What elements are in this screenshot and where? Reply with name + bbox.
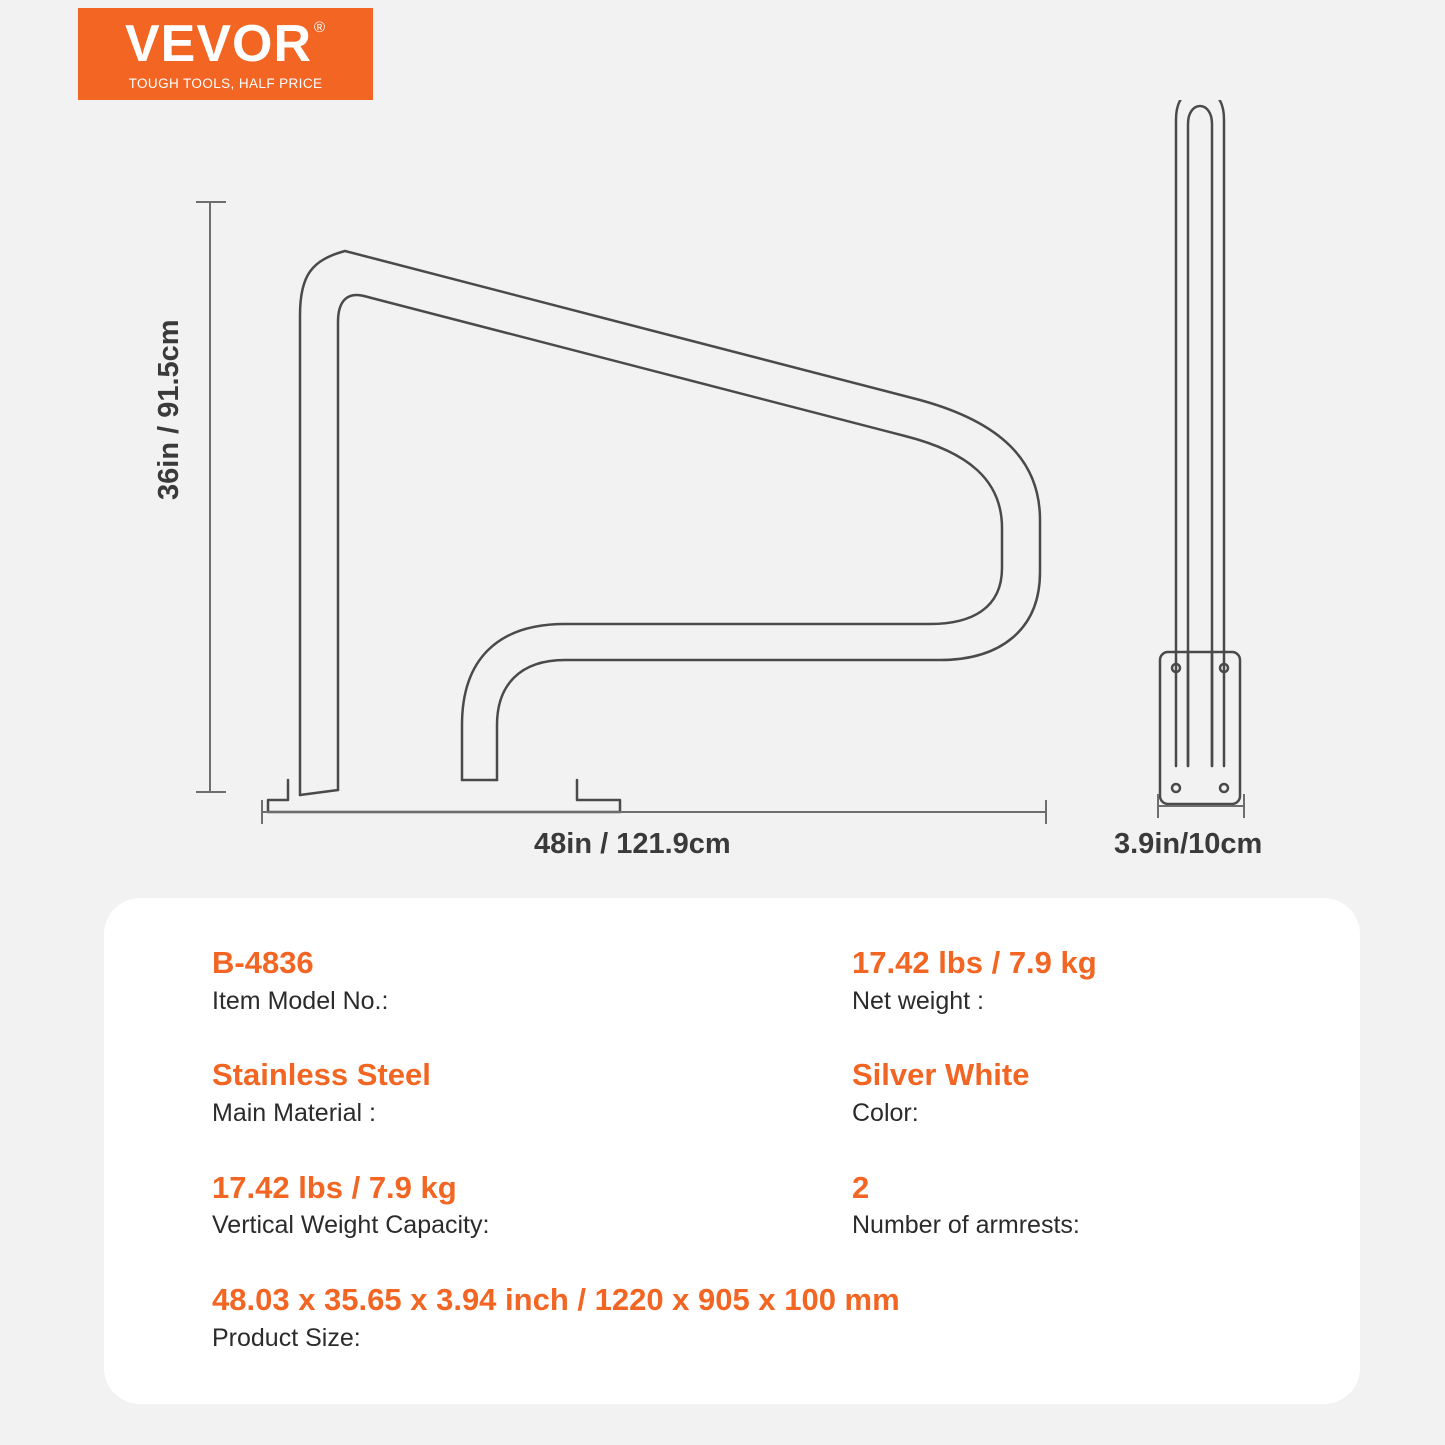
logo-tagline: TOUGH TOOLS, HALF PRICE xyxy=(128,75,323,91)
spec-value-armrests: 2 xyxy=(852,1169,870,1205)
handrail-side-view xyxy=(268,251,1040,812)
spec-value-net-weight: 17.42 lbs / 7.9 kg xyxy=(852,945,1097,980)
spec-label-weight-capacity: Vertical Weight Capacity: xyxy=(212,1211,490,1240)
product-technical-drawing xyxy=(0,100,1445,900)
spec-item-armrests xyxy=(852,1169,1360,1245)
drawing-svg xyxy=(0,100,1445,900)
spec-value-product-size: 48.03 x 35.65 x 3.94 inch / 1220 x 905 x 100 mm xyxy=(212,1281,900,1317)
width-dimension-label: 48in / 121.9cm xyxy=(534,828,731,860)
spec-label-model: Item Model No.: xyxy=(212,986,389,1015)
spec-label-net-weight: Net weight : xyxy=(852,986,985,1015)
handrail-end-view xyxy=(1160,100,1240,804)
spec-label-material: Main Material : xyxy=(212,1099,376,1127)
registered-mark-icon: ® xyxy=(313,18,327,36)
spec-value-material: Stainless Steel xyxy=(212,1057,431,1093)
logo-wordmark xyxy=(124,14,327,73)
spec-value-model: B-4836 xyxy=(212,945,314,980)
spec-item-material xyxy=(212,1056,852,1132)
spec-item-product-size xyxy=(212,1281,1360,1357)
spec-label-armrests: Number of armrests: xyxy=(852,1211,1080,1240)
logo-brand-text: VEVOR xyxy=(124,14,313,73)
spec-item-weight-capacity xyxy=(212,1169,852,1245)
spec-value-color: Silver White xyxy=(852,1057,1030,1093)
vevor-logo xyxy=(78,8,373,100)
specification-card xyxy=(104,898,1360,1404)
height-dimension-label: 36in / 91.5cm xyxy=(153,319,185,500)
spec-item-net-weight xyxy=(852,944,1360,1020)
spec-item-color xyxy=(852,1056,1360,1132)
spec-label-color: Color: xyxy=(852,1099,919,1127)
spec-label-product-size: Product Size: xyxy=(212,1323,361,1352)
depth-dimension-label: 3.9in/10cm xyxy=(1114,828,1263,860)
specification-grid xyxy=(104,944,1360,1357)
spec-value-weight-capacity: 17.42 lbs / 7.9 kg xyxy=(212,1169,457,1205)
spec-item-model xyxy=(212,944,852,1020)
